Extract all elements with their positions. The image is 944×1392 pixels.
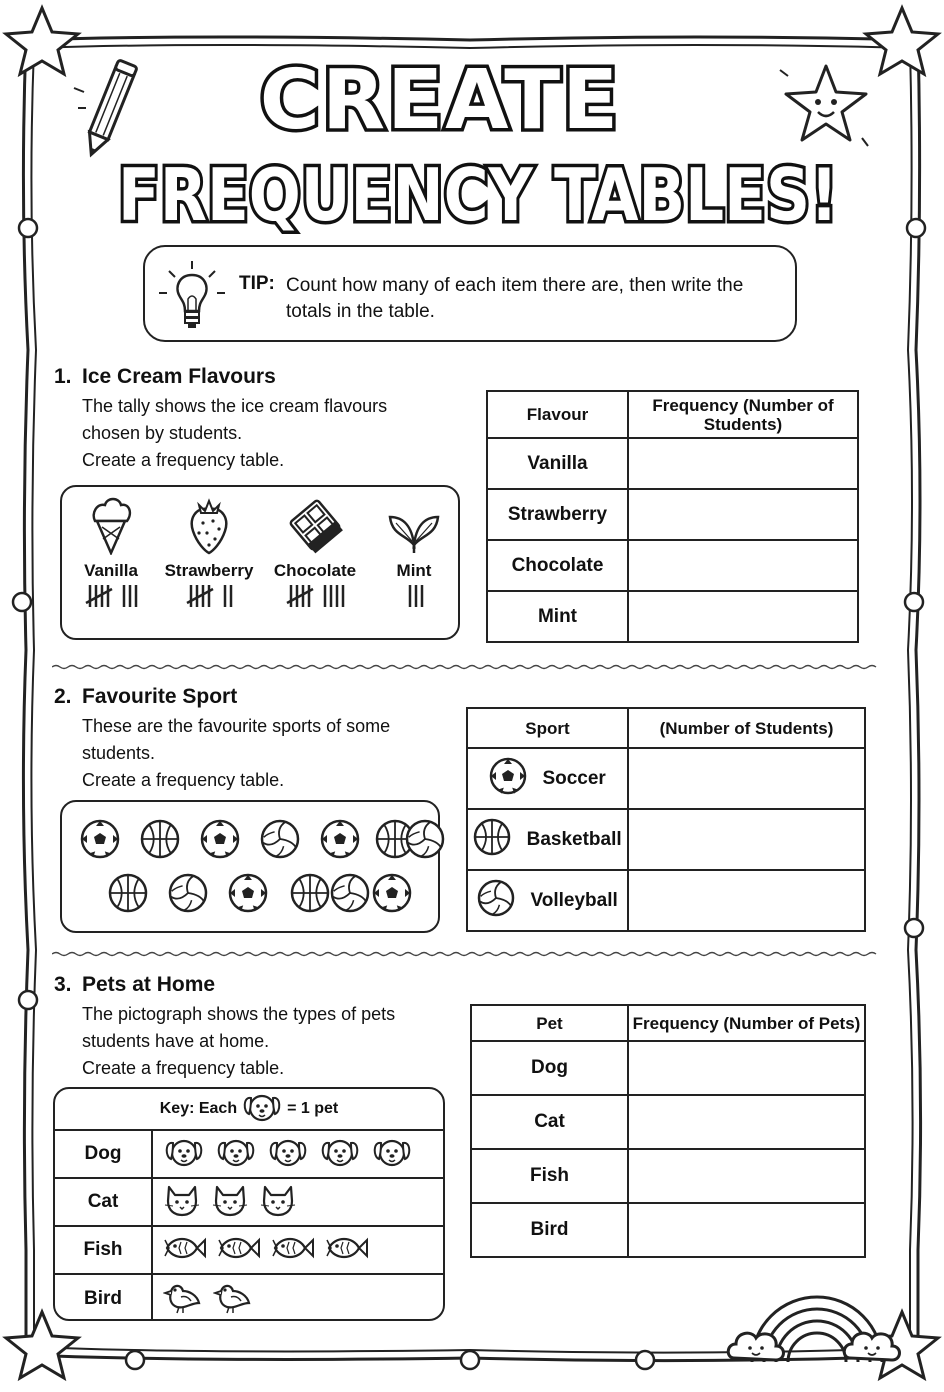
basketball-icon — [473, 818, 511, 862]
basketball-icon — [140, 819, 180, 864]
section2-instruction: Create a frequency table. — [82, 770, 285, 790]
pictograph-row-label: Cat — [55, 1179, 153, 1225]
answer-cell[interactable] — [628, 489, 858, 540]
soccer-ball-icon — [80, 819, 120, 864]
sports-picture-box — [60, 800, 440, 933]
section2-text — [82, 713, 412, 794]
table-header-sport: Sport — [467, 708, 628, 748]
key-prefix: Key: Each — [159, 1100, 238, 1117]
fish-icon — [271, 1234, 315, 1267]
mint-leaf-icon — [386, 495, 442, 555]
volleyball-icon — [330, 873, 370, 918]
title-graphic — [0, 40, 944, 240]
ice-cream-icon — [89, 495, 133, 555]
table-row-volleyball — [467, 870, 628, 931]
tally-item-vanilla — [61, 495, 161, 611]
tally-marks — [270, 581, 360, 611]
pictograph-row-fish — [55, 1227, 443, 1275]
table-row-label: Basketball — [526, 828, 622, 850]
tally-item-mint — [364, 495, 464, 611]
tally-item-strawberry — [159, 495, 259, 611]
table-header-pet: Pet — [471, 1005, 628, 1041]
table-row-label: Strawberry — [487, 489, 628, 540]
rainbow-icon — [726, 1272, 908, 1372]
section2-number: 2. — [54, 685, 72, 708]
answer-cell[interactable] — [628, 1041, 865, 1095]
sport-frequency-table — [466, 707, 866, 932]
table-row-label: Volleyball — [530, 889, 618, 911]
answer-cell[interactable] — [628, 870, 865, 931]
pictograph-row-label: Bird — [55, 1275, 153, 1321]
chocolate-icon — [287, 495, 343, 555]
tally-marks — [369, 581, 459, 611]
tip-label: TIP: — [239, 273, 275, 294]
lightbulb-icon — [157, 259, 227, 331]
answer-cell[interactable] — [628, 748, 865, 809]
section3-instruction: Create a frequency table. — [82, 1058, 285, 1078]
pictograph-icons — [155, 1275, 253, 1321]
answer-cell[interactable] — [628, 809, 865, 870]
answer-cell[interactable] — [628, 540, 858, 591]
soccer-ball-icon — [489, 757, 527, 801]
table-row-label: Bird — [471, 1203, 628, 1257]
tally-label: Chocolate — [273, 561, 357, 580]
section3-number: 3. — [54, 973, 72, 996]
dog-icon — [319, 1135, 361, 1174]
table-header-frequency: (Number of Students) — [628, 708, 865, 748]
section3-text — [82, 1001, 412, 1082]
tally-label: Mint — [396, 561, 432, 580]
soccer-ball-icon — [200, 819, 240, 864]
key-suffix: = 1 pet — [287, 1100, 339, 1117]
pictograph-icons — [155, 1227, 369, 1273]
volleyball-icon — [405, 819, 445, 864]
pictograph-row-label: Fish — [55, 1227, 153, 1273]
table-row-label: Fish — [471, 1149, 628, 1203]
pictograph-row-label: Dog — [55, 1131, 153, 1177]
tally-label: Strawberry — [164, 561, 254, 580]
answer-cell[interactable] — [628, 591, 858, 642]
fish-icon — [325, 1234, 369, 1267]
table-row-label: Dog — [471, 1041, 628, 1095]
basketball-icon — [108, 873, 148, 918]
tally-marks — [66, 581, 156, 611]
tally-marks — [164, 581, 254, 611]
section1-instruction: Create a frequency table. — [82, 450, 285, 470]
answer-cell[interactable] — [628, 1095, 865, 1149]
table-header-frequency: Frequency (Number of Pets) — [628, 1005, 865, 1041]
flavour-frequency-table — [486, 390, 859, 643]
section1-title: Ice Cream Flavours — [82, 365, 276, 388]
pictograph-key — [55, 1089, 443, 1131]
soccer-ball-icon — [372, 873, 412, 918]
table-header-frequency: Frequency (Number of Students) — [628, 391, 858, 438]
table-header-flavour: Flavour — [487, 391, 628, 438]
pictograph-row-cat — [55, 1179, 443, 1227]
dog-icon — [371, 1135, 413, 1174]
table-row-label: Mint — [487, 591, 628, 642]
table-row-label: Soccer — [542, 767, 606, 789]
answer-cell[interactable] — [628, 438, 858, 489]
tip-box — [143, 245, 797, 342]
table-row-label: Chocolate — [487, 540, 628, 591]
section1-heading — [54, 365, 276, 389]
tally-item-chocolate — [265, 495, 365, 611]
section1-description: The tally shows the ice cream flavours chosen by students. — [82, 396, 388, 443]
title-line1: CREATE — [259, 53, 621, 148]
pictograph — [53, 1087, 445, 1321]
volleyball-icon — [168, 873, 208, 918]
section1-number: 1. — [54, 365, 72, 388]
bird-icon — [163, 1279, 203, 1320]
answer-cell[interactable] — [628, 1149, 865, 1203]
tally-box — [60, 485, 460, 640]
dog-icon — [267, 1135, 309, 1174]
section2-title: Favourite Sport — [82, 685, 238, 708]
dog-icon — [163, 1135, 205, 1174]
cat-icon — [211, 1183, 249, 1222]
basketball-icon — [290, 873, 330, 918]
pictograph-row-bird — [55, 1275, 443, 1321]
pictograph-row-dog — [55, 1131, 443, 1179]
title-line2: FREQUENCY TABLES! — [118, 153, 838, 237]
tip-text: Count how many of each item there are, then write the totals in the table. — [286, 275, 744, 322]
pictograph-icons — [155, 1179, 297, 1225]
volleyball-icon — [260, 819, 300, 864]
fish-icon — [217, 1234, 261, 1267]
pictograph-icons — [155, 1131, 413, 1177]
section3-title: Pets at Home — [82, 973, 216, 996]
table-row-soccer — [467, 748, 628, 809]
soccer-ball-icon — [228, 873, 268, 918]
cloud-icon — [728, 1333, 783, 1360]
dog-icon — [241, 1090, 283, 1129]
section-divider — [52, 664, 878, 670]
section3-description: The pictograph shows the types of pets students have at home. — [82, 1004, 396, 1051]
cat-icon — [163, 1183, 201, 1222]
cloud-icon — [844, 1333, 899, 1360]
table-row-label: Cat — [471, 1095, 628, 1149]
section2-heading — [54, 685, 237, 709]
strawberry-icon — [185, 495, 233, 555]
fish-icon — [163, 1234, 207, 1267]
cat-icon — [259, 1183, 297, 1222]
section3-heading — [54, 973, 215, 997]
table-row-basketball — [467, 809, 628, 870]
table-row-label: Vanilla — [487, 438, 628, 489]
dog-icon — [215, 1135, 257, 1174]
section-divider — [52, 951, 878, 957]
section1-text — [82, 393, 412, 474]
bird-icon — [213, 1279, 253, 1320]
answer-cell[interactable] — [628, 1203, 865, 1257]
tally-label: Vanilla — [84, 561, 138, 580]
volleyball-icon — [477, 879, 515, 923]
section2-description: These are the favourite sports of some students. — [82, 716, 391, 763]
soccer-ball-icon — [320, 819, 360, 864]
pet-frequency-table — [470, 1004, 866, 1258]
